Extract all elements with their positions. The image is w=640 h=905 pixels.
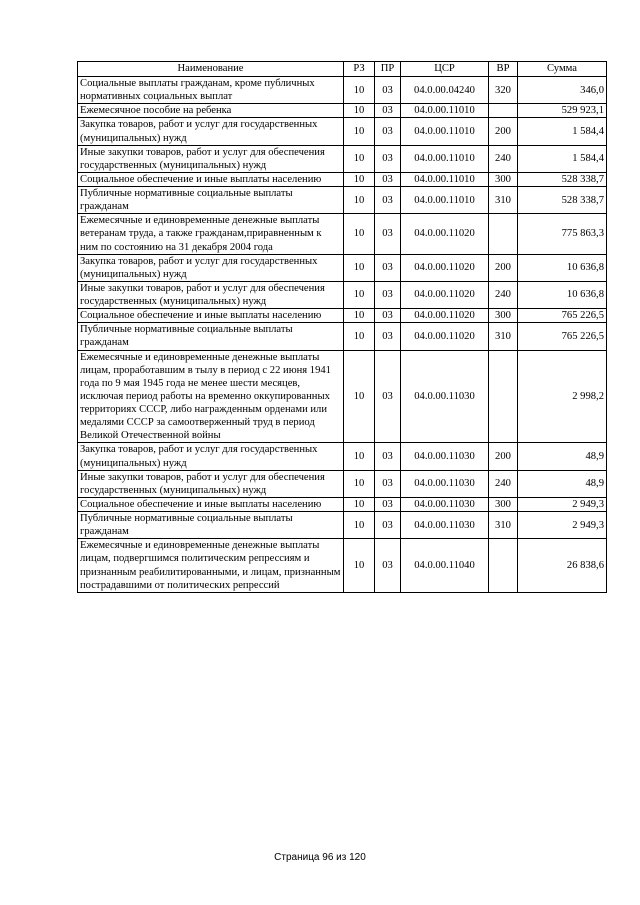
cell-name: Социальное обеспечение и иные выплаты населению <box>78 172 344 186</box>
page-number: Страница 96 из 120 <box>274 852 366 863</box>
cell-name: Закупка товаров, работ и услуг для государственных (муниципальных) нужд <box>78 443 344 470</box>
cell-name: Ежемесячные и единовременные денежные выплаты ветеранам труда, а также гражданам,приравненным к ним по состоянию на 31 декабря 2004 года <box>78 214 344 254</box>
cell-name: Социальные выплаты гражданам, кроме публичных нормативных социальных выплат <box>78 77 344 104</box>
cell-pr: 03 <box>375 323 401 350</box>
cell-rz: 10 <box>344 118 375 145</box>
cell-name: Социальное обеспечение и иные выплаты населению <box>78 309 344 323</box>
header-sum: Сумма <box>518 62 607 77</box>
cell-pr: 03 <box>375 145 401 172</box>
cell-pr: 03 <box>375 77 401 104</box>
table-row <box>78 309 607 323</box>
table-row <box>78 443 607 470</box>
cell-sum: 528 338,7 <box>518 187 607 214</box>
cell-vr: 240 <box>489 470 518 497</box>
cell-sum: 775 863,3 <box>518 214 607 254</box>
cell-rz: 10 <box>344 254 375 281</box>
cell-csr: 04.0.00.11030 <box>401 443 489 470</box>
cell-csr: 04.0.00.11030 <box>401 350 489 443</box>
table-row <box>78 187 607 214</box>
cell-vr: 240 <box>489 281 518 308</box>
cell-csr: 04.0.00.04240 <box>401 77 489 104</box>
cell-csr: 04.0.00.11010 <box>401 187 489 214</box>
cell-rz: 10 <box>344 281 375 308</box>
cell-rz: 10 <box>344 539 375 593</box>
cell-csr: 04.0.00.11030 <box>401 470 489 497</box>
cell-sum: 346,0 <box>518 77 607 104</box>
table-row <box>78 77 607 104</box>
cell-sum: 528 338,7 <box>518 172 607 186</box>
cell-vr: 300 <box>489 497 518 511</box>
cell-csr: 04.0.00.11020 <box>401 309 489 323</box>
cell-sum: 10 636,8 <box>518 281 607 308</box>
cell-vr: 200 <box>489 443 518 470</box>
cell-pr: 03 <box>375 350 401 443</box>
cell-vr: 310 <box>489 187 518 214</box>
header-csr: ЦСР <box>401 62 489 77</box>
cell-name: Ежемесячное пособие на ребенка <box>78 104 344 118</box>
cell-pr: 03 <box>375 309 401 323</box>
table-row <box>78 350 607 443</box>
table-row <box>78 539 607 593</box>
cell-pr: 03 <box>375 104 401 118</box>
cell-rz: 10 <box>344 470 375 497</box>
cell-name: Ежемесячные и единовременные денежные выплаты лицам, проработавшим в тылу в период с 22 июня 1941 года по 9 мая 1945 года не менее шести месяцев, исключая период работы на временно оккупированных территориях СССР, либо награжденным орденами или медалями СССР за самоотверженный труд в период Великой Отечественной войны <box>78 350 344 443</box>
budget-table <box>77 61 607 593</box>
cell-sum: 2 949,3 <box>518 512 607 539</box>
table-row <box>78 470 607 497</box>
table-row <box>78 145 607 172</box>
cell-rz: 10 <box>344 309 375 323</box>
table-row <box>78 104 607 118</box>
cell-vr <box>489 539 518 593</box>
table-row <box>78 497 607 511</box>
cell-pr: 03 <box>375 254 401 281</box>
cell-sum: 1 584,4 <box>518 145 607 172</box>
cell-name: Иные закупки товаров, работ и услуг для обеспечения государственных (муниципальных) нужд <box>78 281 344 308</box>
cell-vr <box>489 104 518 118</box>
cell-vr: 240 <box>489 145 518 172</box>
cell-name: Ежемесячные и единовременные денежные выплаты лицам, подвергшимся политическим репрессиям и признанным реабилитированными, и лицам, признанным пострадавшими от политических репрессий <box>78 539 344 593</box>
header-vr: ВР <box>489 62 518 77</box>
cell-vr: 310 <box>489 323 518 350</box>
cell-pr: 03 <box>375 187 401 214</box>
table-header-row <box>78 62 607 77</box>
table-row <box>78 214 607 254</box>
cell-csr: 04.0.00.11010 <box>401 172 489 186</box>
cell-name: Закупка товаров, работ и услуг для государственных (муниципальных) нужд <box>78 254 344 281</box>
cell-sum: 765 226,5 <box>518 309 607 323</box>
cell-sum: 2 949,3 <box>518 497 607 511</box>
table-row <box>78 323 607 350</box>
cell-rz: 10 <box>344 323 375 350</box>
cell-csr: 04.0.00.11010 <box>401 104 489 118</box>
cell-name: Публичные нормативные социальные выплаты гражданам <box>78 187 344 214</box>
cell-name: Иные закупки товаров, работ и услуг для обеспечения государственных (муниципальных) нужд <box>78 145 344 172</box>
cell-csr: 04.0.00.11020 <box>401 323 489 350</box>
table-row <box>78 512 607 539</box>
cell-name: Иные закупки товаров, работ и услуг для обеспечения государственных (муниципальных) нужд <box>78 470 344 497</box>
cell-vr: 320 <box>489 77 518 104</box>
cell-pr: 03 <box>375 172 401 186</box>
cell-sum: 2 998,2 <box>518 350 607 443</box>
cell-rz: 10 <box>344 214 375 254</box>
header-name: Наименование <box>78 62 344 77</box>
cell-pr: 03 <box>375 539 401 593</box>
table-row <box>78 254 607 281</box>
cell-rz: 10 <box>344 172 375 186</box>
cell-sum: 48,9 <box>518 443 607 470</box>
cell-sum: 765 226,5 <box>518 323 607 350</box>
table-row <box>78 118 607 145</box>
table-row <box>78 172 607 186</box>
cell-csr: 04.0.00.11020 <box>401 254 489 281</box>
cell-sum: 48,9 <box>518 470 607 497</box>
cell-vr <box>489 350 518 443</box>
cell-pr: 03 <box>375 443 401 470</box>
header-pr: ПР <box>375 62 401 77</box>
cell-name: Публичные нормативные социальные выплаты гражданам <box>78 512 344 539</box>
cell-name: Социальное обеспечение и иные выплаты населению <box>78 497 344 511</box>
cell-sum: 26 838,6 <box>518 539 607 593</box>
cell-csr: 04.0.00.11040 <box>401 539 489 593</box>
cell-vr <box>489 214 518 254</box>
table-row <box>78 281 607 308</box>
cell-sum: 10 636,8 <box>518 254 607 281</box>
cell-vr: 200 <box>489 254 518 281</box>
cell-pr: 03 <box>375 281 401 308</box>
cell-vr: 200 <box>489 118 518 145</box>
cell-csr: 04.0.00.11010 <box>401 118 489 145</box>
cell-rz: 10 <box>344 350 375 443</box>
cell-csr: 04.0.00.11030 <box>401 512 489 539</box>
cell-csr: 04.0.00.11030 <box>401 497 489 511</box>
cell-name: Публичные нормативные социальные выплаты гражданам <box>78 323 344 350</box>
cell-vr: 300 <box>489 172 518 186</box>
cell-csr: 04.0.00.11020 <box>401 214 489 254</box>
cell-pr: 03 <box>375 214 401 254</box>
table-body <box>78 77 607 593</box>
cell-pr: 03 <box>375 497 401 511</box>
cell-name: Закупка товаров, работ и услуг для государственных (муниципальных) нужд <box>78 118 344 145</box>
cell-rz: 10 <box>344 512 375 539</box>
cell-vr: 310 <box>489 512 518 539</box>
cell-sum: 1 584,4 <box>518 118 607 145</box>
cell-rz: 10 <box>344 77 375 104</box>
cell-rz: 10 <box>344 104 375 118</box>
cell-rz: 10 <box>344 497 375 511</box>
cell-rz: 10 <box>344 145 375 172</box>
cell-sum: 529 923,1 <box>518 104 607 118</box>
cell-pr: 03 <box>375 470 401 497</box>
cell-rz: 10 <box>344 443 375 470</box>
cell-pr: 03 <box>375 118 401 145</box>
cell-csr: 04.0.00.11010 <box>401 145 489 172</box>
cell-vr: 300 <box>489 309 518 323</box>
cell-csr: 04.0.00.11020 <box>401 281 489 308</box>
cell-pr: 03 <box>375 512 401 539</box>
cell-rz: 10 <box>344 187 375 214</box>
header-rz: РЗ <box>344 62 375 77</box>
